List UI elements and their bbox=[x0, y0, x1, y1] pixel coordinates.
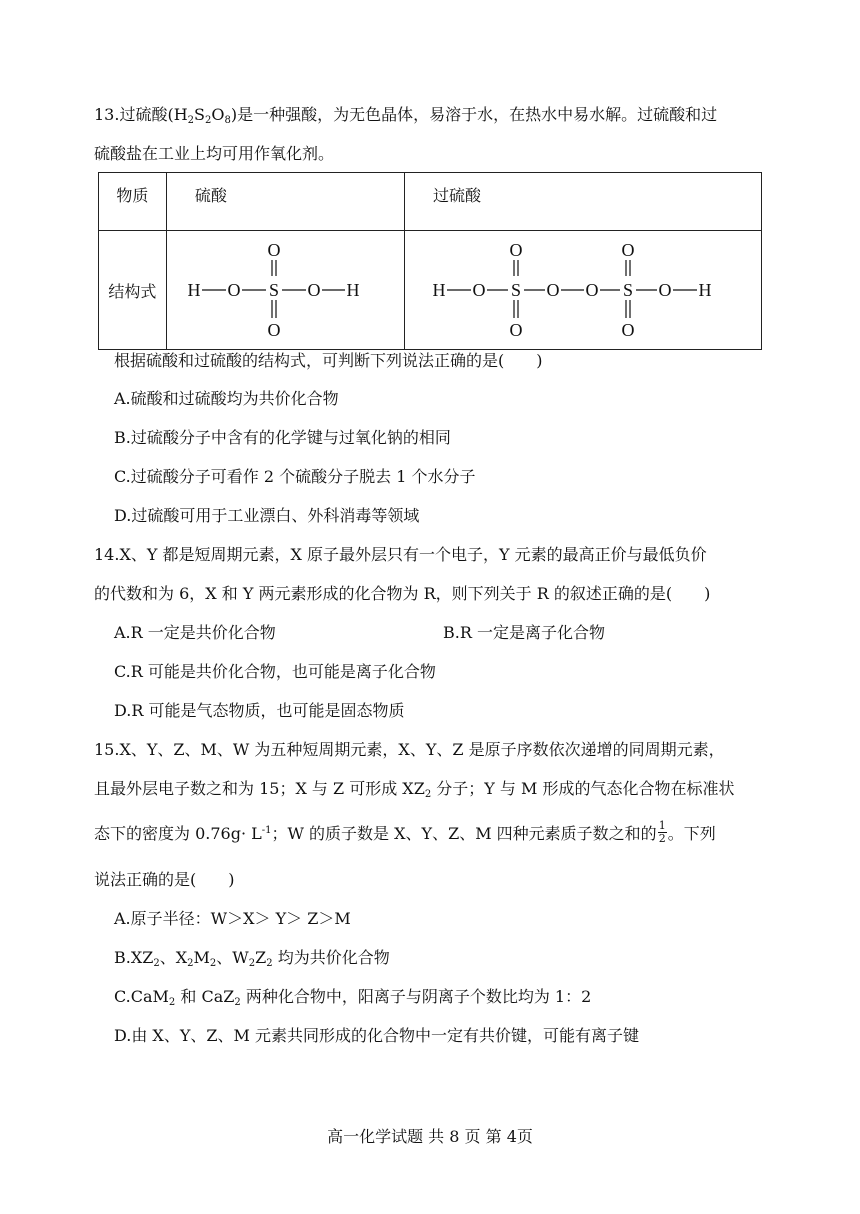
atom-o-3: O bbox=[585, 280, 599, 300]
atom-h-right: H bbox=[346, 280, 360, 300]
atom-h-right: H bbox=[698, 280, 712, 300]
q15-option-a: A.原子半径：W＞X＞ Y＞ Z＞M bbox=[114, 909, 351, 928]
q15-option-c: C.CaM$_2$ 和 CaZ$_2$ 两种化合物中，阳离子与阴离子个数比均为 1：2 bbox=[114, 987, 592, 1008]
q13-option-d: D.过硫酸可用于工业漂白、外科消毒等领域 bbox=[114, 506, 420, 525]
table-formula-row bbox=[99, 231, 762, 350]
structure-table bbox=[98, 172, 762, 350]
atom-s: S bbox=[268, 280, 279, 300]
q15-line-3: 态下的密度为 $0.76g\cdot L^{-1}$；W 的质子数是 X、Y、Z、M 四种元素质子数之和的 $\frac{1}{2}$ 。下列 bbox=[94, 819, 716, 845]
fraction-one-half: $\frac{1}{2}$ bbox=[658, 819, 666, 845]
atom-o-4: O bbox=[658, 280, 672, 300]
q13-option-c: C.过硫酸分子可看作 2 个硫酸分子脱去 1 个水分子 bbox=[114, 467, 476, 486]
persulfuric-acid-structure-diagram bbox=[405, 232, 761, 348]
atom-o-top-2: O bbox=[621, 240, 635, 260]
atom-o-left: O bbox=[227, 280, 241, 300]
atom-h-left: H bbox=[432, 280, 446, 300]
sulfuric-acid-structure bbox=[166, 231, 404, 350]
atom-h-left: H bbox=[187, 280, 201, 300]
atom-o-top: O bbox=[267, 240, 281, 260]
header-sulfuric-acid: 硫酸 bbox=[166, 173, 404, 231]
q15-line-2: 且最外层电子数之和为 15；X 与 Z 可形成 $XZ_2$ 分子；Y 与 M 形成的气态化合物在标准状 bbox=[94, 779, 735, 800]
q13-line-2: 硫酸盐在工业上均可用作氧化剂。 bbox=[94, 144, 335, 163]
atom-s-1: S bbox=[510, 280, 522, 300]
q13-line-1: 13.过硫酸$(H_2S_2O_8)$是一种强酸，为无色晶体，易溶于水，在热水中易水解。过硫酸和过 bbox=[94, 105, 718, 126]
sulfuric-acid-structure-diagram bbox=[167, 232, 383, 348]
q14-line-2: 的代数和为 6，X 和 Y 两元素形成的化合物为 R，则下列关于 R 的叙述正确的是( ) bbox=[94, 584, 711, 603]
atom-o-bottom-2: O bbox=[621, 320, 635, 340]
q14-option-b: B.R 一定是离子化合物 bbox=[443, 623, 605, 642]
q15-option-d: D.由 X、Y、Z、M 元素共同形成的化合物中一定有共价键，可能有离子键 bbox=[114, 1026, 639, 1045]
atom-o-right: O bbox=[307, 280, 321, 300]
atom-o-2: O bbox=[546, 280, 560, 300]
q15-line-4: 说法正确的是( ) bbox=[94, 870, 235, 889]
q13-option-a: A.硫酸和过硫酸均为共价化合物 bbox=[114, 389, 339, 408]
atom-o-bottom-1: O bbox=[509, 320, 523, 340]
q14-option-a: A.R 一定是共价化合物 bbox=[114, 623, 276, 642]
page-footer: 高一化学试题 共 8 页 第 4页 bbox=[327, 1127, 533, 1146]
atom-o-bottom: O bbox=[267, 320, 281, 340]
row-label-structure: 结构式 bbox=[99, 231, 167, 350]
q14-option-c: C.R 可能是共价化合物，也可能是离子化合物 bbox=[114, 662, 436, 681]
q13-option-b: B.过硫酸分子中含有的化学键与过氧化钠的相同 bbox=[114, 428, 451, 447]
q14-line-1: 14.X、Y 都是短周期元素，X 原子最外层只有一个电子，Y 元素的最高正价与最低负价 bbox=[94, 545, 707, 564]
persulfuric-acid-structure bbox=[405, 231, 762, 350]
header-persulfuric-acid: 过硫酸 bbox=[405, 173, 762, 231]
header-substance: 物质 bbox=[99, 173, 167, 231]
atom-o-1: O bbox=[472, 280, 486, 300]
atom-s-2: S bbox=[622, 280, 634, 300]
q14-option-d: D.R 可能是气态物质，也可能是固态物质 bbox=[114, 701, 405, 720]
q13-stem: 根据硫酸和过硫酸的结构式，可判断下列说法正确的是( ) bbox=[114, 351, 543, 370]
q15-line-1: 15.X、Y、Z、M、W 为五种短周期元素，X、Y、Z 是原子序数依次递增的同周期元素， bbox=[94, 740, 725, 759]
table-header-row bbox=[99, 173, 762, 231]
q15-option-b: $B.XZ_2$、$X_2M_2$、$W_2Z_2$ 均为共价化合物 bbox=[114, 948, 390, 969]
atom-o-top-1: O bbox=[509, 240, 523, 260]
